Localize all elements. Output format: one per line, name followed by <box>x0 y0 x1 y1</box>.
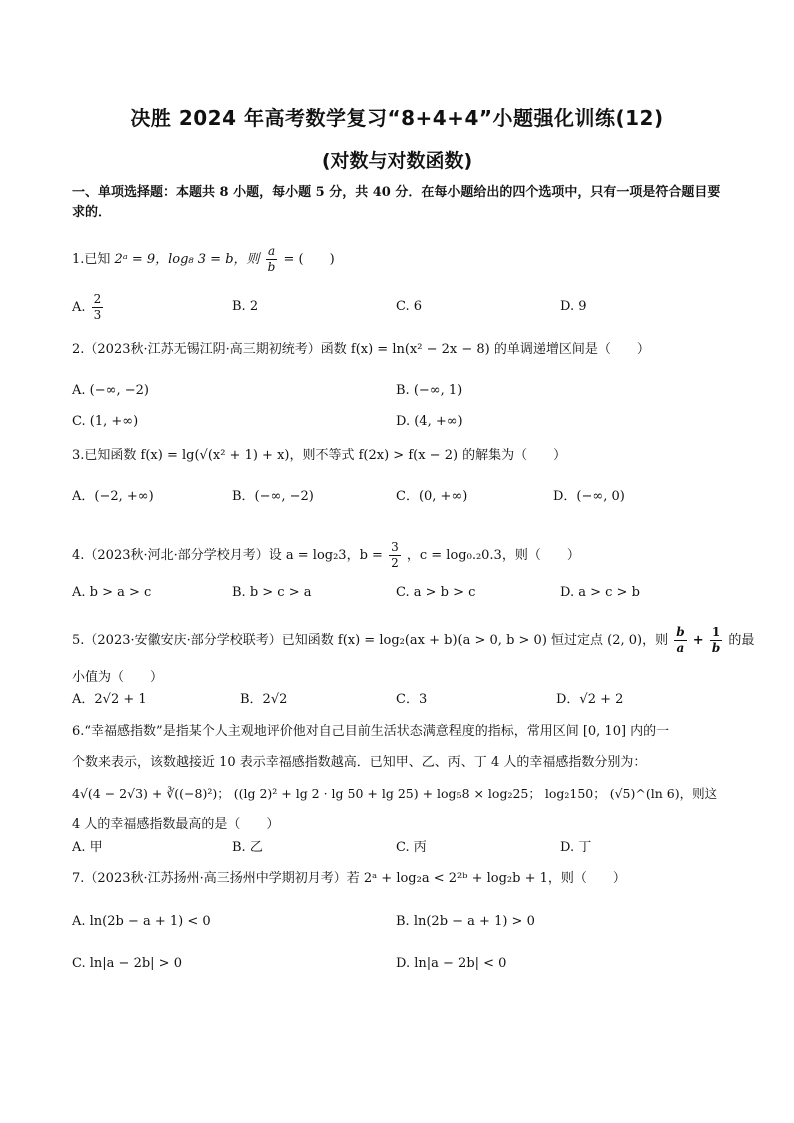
question-2-option-a[interactable]: A. (−∞, −2) <box>72 383 149 398</box>
question-2-stem: 2.（2023秋·江苏无锡江阴·高三期初统考）函数 f(x) = ln(x² − 2x − 8) 的单调递增区间是（ ） <box>72 342 650 357</box>
question-3-option-c[interactable]: C．(0, +∞) <box>396 489 468 504</box>
question-5-option-c[interactable]: C．3 <box>396 692 428 707</box>
question-1-option-a-numerator: 2 <box>93 292 102 306</box>
question-4-option-b[interactable]: B. b > c > a <box>232 585 312 600</box>
question-3-stem: 3.已知函数 f(x) = lg(√(x² + 1) + x)，则不等式 f(2x) > f(x − 2) 的解集为（ ） <box>72 448 567 463</box>
section-heading: 一、单项选择题：本题共 8 小题，每小题 5 分，共 40 分．在每小题给出的四个选项中，只有一项是符合题目要求的． <box>72 185 721 220</box>
question-7-option-c[interactable]: C. ln|a − 2b| > 0 <box>72 956 182 971</box>
question-6-option-b[interactable]: B. 乙 <box>232 840 263 855</box>
question-1-blank: = ( ) <box>283 252 335 267</box>
question-5-fraction-1 <box>674 625 686 656</box>
question-5-option-b[interactable]: B．2√2 <box>240 692 288 707</box>
question-1-fraction-numerator: a <box>266 244 278 260</box>
question-2-option-d[interactable]: D. (4, +∞) <box>396 414 463 429</box>
question-1-conditions: 2ᵃ = 9，log₈ 3 = b，则 <box>114 252 260 267</box>
question-3-option-b[interactable]: B．(−∞, −2) <box>232 489 314 504</box>
question-5-stem-end: 的最 <box>728 633 755 648</box>
question-1-option-a-fraction <box>92 292 104 323</box>
question-4-fraction <box>389 540 401 571</box>
question-6-line-2: 个数来表示，该数越接近 10 表示幸福感指数越高．已知甲、乙、丙、丁 4 人的幸福感指数分别为： <box>72 755 647 770</box>
question-3-option-d[interactable]: D．(−∞, 0) <box>553 489 625 504</box>
question-5-option-d[interactable]: D．√2 + 2 <box>556 692 624 707</box>
question-1-number: 1.已知 <box>72 252 111 267</box>
question-3-option-a[interactable]: A．(−2, +∞) <box>72 489 154 504</box>
question-1-option-a[interactable] <box>72 292 105 323</box>
page-title: 决胜 2024 年高考数学复习“8+4+4”小题强化训练(12) <box>130 106 664 130</box>
question-6-option-c[interactable]: C. 丙 <box>396 840 427 855</box>
question-1-option-d[interactable]: D. 9 <box>560 299 587 314</box>
question-4-option-d[interactable]: D. a > c > b <box>560 585 640 600</box>
question-5-fraction-1-numerator: b <box>676 625 685 639</box>
question-6-line-3: 4√(4 − 2√3) + ∛((−8)²)； ((lg 2)² + lg 2 · lg 50 + lg 25) + log₅8 × log₂25； log₂150； (√5)^(ln 6)，则这 <box>72 786 718 801</box>
question-1-fraction-denominator: b <box>267 260 276 274</box>
question-4-option-c[interactable]: C. a > b > c <box>396 585 476 600</box>
question-4-option-a[interactable]: A. b > a > c <box>72 585 152 600</box>
question-6-line-1: 6.“幸福感指数”是指某个人主观地评价他对自己目前生活状态满意程度的指标，常用区间 [0, 10] 内的一 <box>72 724 670 739</box>
question-7-option-d[interactable]: D. ln|a − 2b| < 0 <box>396 956 507 971</box>
question-7-option-b[interactable]: B. ln(2b − a + 1) > 0 <box>396 914 535 929</box>
page-subtitle: (对数与对数函数) <box>321 150 473 172</box>
question-5-fraction-2 <box>710 625 722 656</box>
question-5-fraction-2-numerator: 1 <box>710 625 722 641</box>
question-2-option-b[interactable]: B. (−∞, 1) <box>396 383 463 398</box>
question-5-stem <box>72 625 754 656</box>
question-4-stem-end: ，c = log₀.₂0.3，则（ ） <box>406 548 580 563</box>
question-5-stem-start: 5.（2023·安徽安庆·部分学校联考）已知函数 f(x) = log₂(ax + b)(a > 0, b > 0) 恒过定点 (2, 0)，则 <box>72 633 669 648</box>
question-4-stem-start: 4.（2023秋·河北·部分学校月考）设 a = log₂3，b = <box>72 548 383 563</box>
question-1-option-a-label: A. <box>72 300 86 315</box>
question-5-stem-continued: 小值为（ ） <box>72 670 164 685</box>
question-6-stem <box>72 716 722 840</box>
question-1-option-b[interactable]: B. 2 <box>232 299 259 314</box>
question-5-plus: + <box>692 633 704 648</box>
question-1-stem <box>72 244 335 275</box>
question-4-stem <box>72 540 580 571</box>
question-5-fraction-2-denominator: b <box>711 641 721 655</box>
question-6-option-d[interactable]: D. 丁 <box>560 840 592 855</box>
question-1-fraction <box>266 244 278 275</box>
question-5-option-a[interactable]: A．2√2 + 1 <box>72 692 147 707</box>
question-2-option-c[interactable]: C. (1, +∞) <box>72 414 139 429</box>
question-4-fraction-denominator: 2 <box>391 556 399 570</box>
question-1-option-c[interactable]: C. 6 <box>396 299 423 314</box>
question-7-option-a[interactable]: A. ln(2b − a + 1) < 0 <box>72 914 211 929</box>
question-6-option-a[interactable]: A. 甲 <box>72 840 103 855</box>
question-6-line-4: 4 人的幸福感指数最高的是（ ） <box>72 817 280 832</box>
question-1-option-a-denominator: 3 <box>93 308 102 322</box>
question-5-fraction-1-denominator: a <box>676 641 685 655</box>
question-7-stem: 7.（2023秋·江苏扬州·高三扬州中学期初月考）若 2ᵃ + log₂a < 2²ᵇ + log₂b + 1，则（ ） <box>72 871 626 886</box>
question-4-fraction-numerator: 3 <box>391 540 399 554</box>
